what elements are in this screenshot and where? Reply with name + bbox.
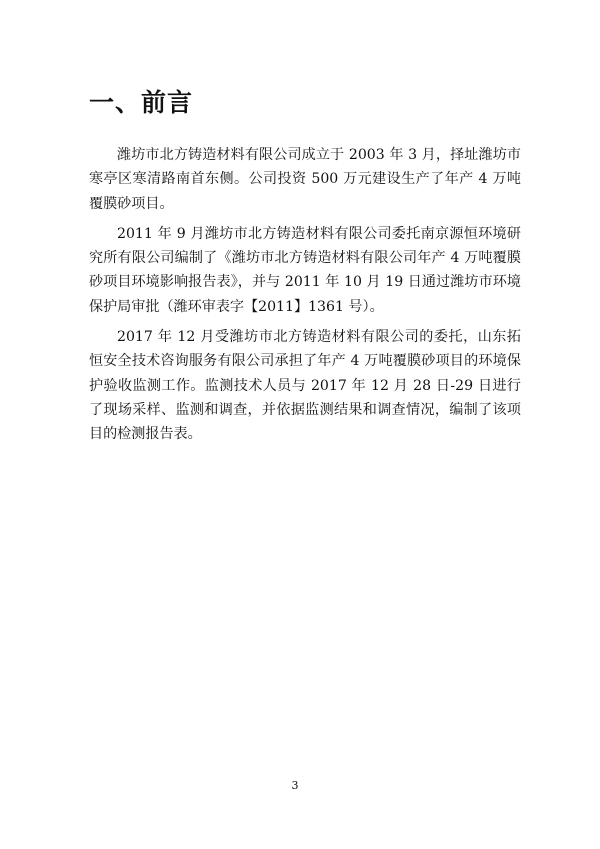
paragraph-monitoring-task: 2017 年 12 月受潍坊市北方铸造材料有限公司的委托，山东拓恒安全技术咨询服务有限公司承担了年产 4 万吨覆膜砂项目的环境保护验收监测工作。监测技术人员与 2017 年 12 月 28 日-29 日进行了现场采样、监测和调查，并依据监测结果和调查情况，编制了该项目的检测报告表。 xyxy=(89,329,521,443)
section-heading: 一、前言 xyxy=(89,88,194,117)
paragraph-eia-approval: 2011 年 9 月潍坊市北方铸造材料有限公司委托南京源恒环境研究所有限公司编制了《潍坊市北方铸造材料有限公司年产 4 万吨覆膜砂项目环境影响报告表》，并与 2011 年 10 月 19 日通过潍坊市环境保护局审批（潍环审表字【2011】1361 号）。 xyxy=(89,225,521,315)
paragraph-company-intro: 潍坊市北方铸造材料有限公司成立于 2003 年 3 月，择址潍坊市寒亭区寒清路南首东侧。公司投资 500 万元建设生产了年产 4 万吨覆膜砂项目。 xyxy=(89,147,521,212)
page-number: 3 xyxy=(291,779,299,792)
section-body xyxy=(89,143,521,453)
